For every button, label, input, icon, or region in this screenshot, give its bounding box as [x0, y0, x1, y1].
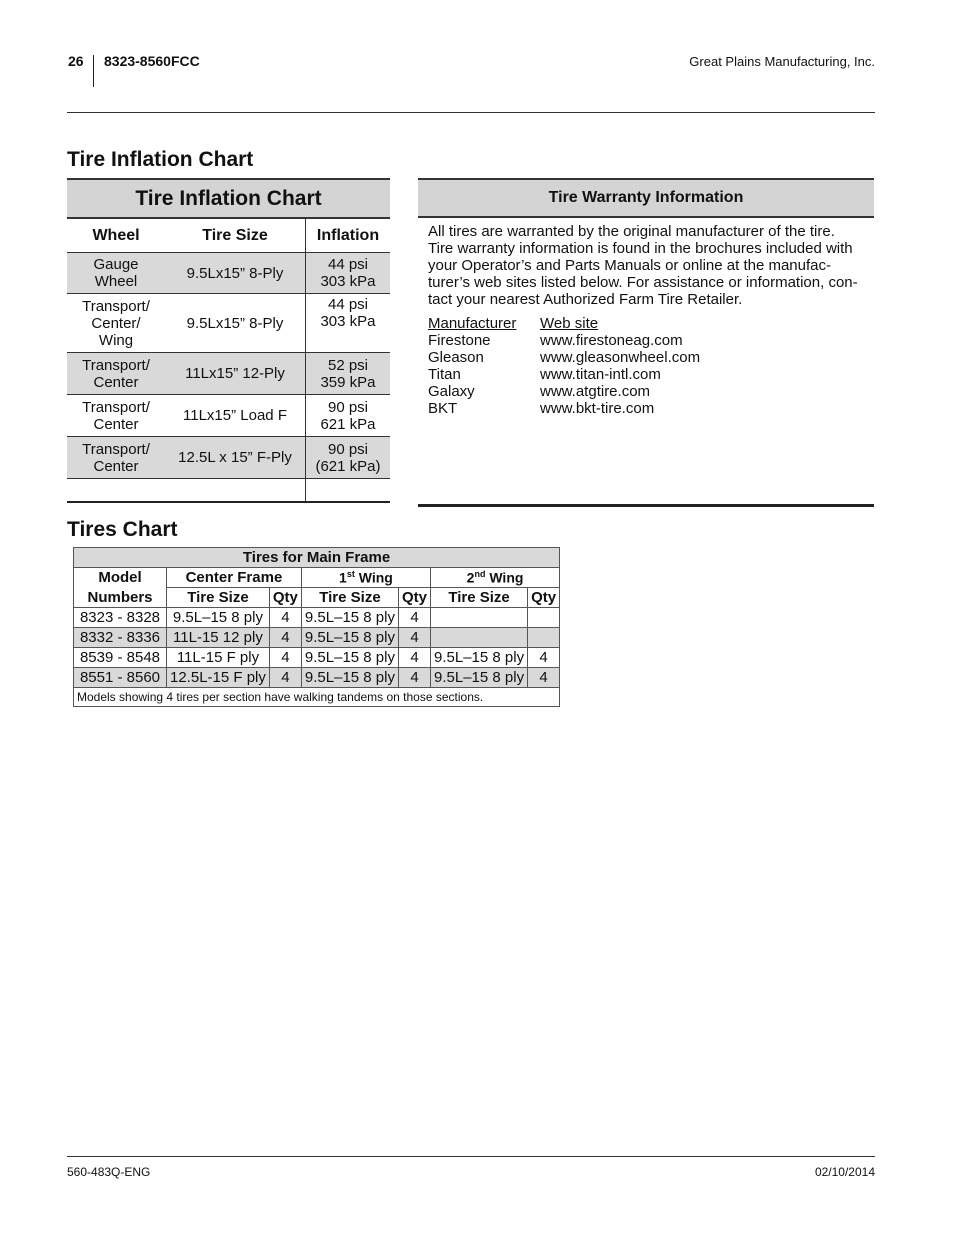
- manufacturer-row: [428, 383, 874, 400]
- qty-cell: 4: [269, 608, 301, 628]
- tires-chart-table: [73, 547, 560, 707]
- wheel-cell: Gauge Wheel: [67, 253, 165, 294]
- tire-size-cell: 9.5L–15 8 ply: [167, 608, 270, 628]
- manufacturer-name: Titan: [428, 366, 461, 383]
- warranty-line: turer’s web sites listed below. For assistance or information, con-: [428, 274, 858, 291]
- inflation-cell: 90 psi 621 kPa: [306, 395, 391, 437]
- manufacturer-site: www.gleasonwheel.com: [540, 349, 701, 366]
- wheel-cell: Transport/ Center: [67, 437, 165, 479]
- qty-cell: 4: [398, 648, 430, 668]
- tire-size-cell: 9.5L–15 8 ply: [301, 628, 398, 648]
- inflation-cell: 90 psi (621 kPa): [306, 437, 391, 479]
- tire-size-header: Tire Size: [431, 588, 528, 608]
- inflation-table-title: Tire Inflation Chart: [67, 179, 390, 218]
- tire-size-header: Tire Size: [301, 588, 398, 608]
- wing1-header: 1st Wing: [301, 568, 430, 588]
- manufacturer-site: www.atgtire.com: [540, 383, 651, 400]
- table-row: [74, 628, 560, 648]
- size-cell: 11Lx15” Load F: [165, 395, 306, 437]
- model-header: Model: [74, 568, 167, 588]
- manufacturer-col-label: Manufacturer: [428, 315, 517, 332]
- col-wheel: Wheel: [67, 218, 165, 253]
- qty-cell: [528, 628, 560, 648]
- table-row: [67, 353, 390, 395]
- tires-table-note: Models showing 4 tires per section have walking tandems on those sections.: [74, 688, 560, 707]
- inflation-cell: 44 psi 303 kPa: [306, 294, 391, 353]
- tires-table-title: Tires for Main Frame: [74, 548, 560, 568]
- manufacturer-site: www.firestoneag.com: [540, 332, 683, 349]
- tire-size-cell: [431, 628, 528, 648]
- warranty-line: All tires are warranted by the original manufacturer of the tire.: [428, 223, 835, 240]
- col-tire-size: Tire Size: [165, 218, 306, 253]
- size-cell: 9.5Lx15” 8-Ply: [165, 253, 306, 294]
- tire-size-cell: 12.5L-15 F ply: [167, 668, 270, 688]
- model-cell: 8539 - 8548: [74, 648, 167, 668]
- wheel-cell: Transport/ Center: [67, 353, 165, 395]
- tire-size-cell: 11L-15 12 ply: [167, 628, 270, 648]
- qty-cell: 4: [269, 628, 301, 648]
- tire-size-cell: 9.5L–15 8 ply: [301, 668, 398, 688]
- tire-size-cell: [431, 608, 528, 628]
- company-name: Great Plains Manufacturing, Inc.: [689, 54, 875, 69]
- tire-size-cell: 9.5L–15 8 ply: [301, 648, 398, 668]
- model-cell: 8332 - 8336: [74, 628, 167, 648]
- model-header: Numbers: [74, 588, 167, 608]
- inflation-cell: 44 psi 303 kPa: [306, 253, 391, 294]
- tire-size-cell: 9.5L–15 8 ply: [431, 668, 528, 688]
- website-col-label: Web site: [540, 315, 599, 332]
- table-row: [74, 668, 560, 688]
- table-row: [67, 437, 390, 479]
- col-inflation: Inflation: [306, 218, 391, 253]
- manufacturer-name: BKT: [428, 400, 458, 417]
- size-cell: 9.5Lx15” 8-Ply: [165, 294, 306, 353]
- model-number: 8323-8560FCC: [104, 53, 200, 69]
- warranty-body: [418, 218, 874, 417]
- warranty-title: Tire Warranty Information: [418, 180, 874, 218]
- manufacturer-header: [428, 315, 874, 332]
- warranty-line: tact your nearest Authorized Farm Tire Retailer.: [428, 291, 743, 308]
- qty-cell: 4: [398, 628, 430, 648]
- table-row: [67, 395, 390, 437]
- manufacturer-row: [428, 366, 874, 383]
- qty-cell: 4: [528, 648, 560, 668]
- size-cell: 12.5L x 15” F-Ply: [165, 437, 306, 479]
- tire-size-header: Tire Size: [167, 588, 270, 608]
- tire-inflation-table: [67, 178, 390, 503]
- page-number: 26: [68, 53, 84, 69]
- table-row: [67, 294, 390, 353]
- warranty-line: your Operator’s and Parts Manuals or online at the manufac-: [428, 257, 831, 274]
- qty-cell: 4: [269, 648, 301, 668]
- tire-size-cell: 9.5L–15 8 ply: [431, 648, 528, 668]
- qty-header: Qty: [398, 588, 430, 608]
- table-row: [67, 253, 390, 294]
- model-cell: 8551 - 8560: [74, 668, 167, 688]
- manufacturer-name: Firestone: [428, 332, 491, 349]
- manufacturer-site: www.titan-intl.com: [540, 366, 661, 383]
- wheel-cell: Transport/ Center/ Wing: [67, 294, 165, 353]
- warranty-box: [418, 178, 874, 507]
- qty-cell: 4: [398, 668, 430, 688]
- manufacturer-row: [428, 332, 874, 349]
- center-frame-header: Center Frame: [167, 568, 302, 588]
- document-date: 02/10/2014: [814, 1165, 875, 1179]
- table-row: [74, 648, 560, 668]
- table-row: [74, 608, 560, 628]
- wing2-header: 2nd Wing: [431, 568, 560, 588]
- inflation-cell: 52 psi 359 kPa: [306, 353, 391, 395]
- wheel-cell: Transport/ Center: [67, 395, 165, 437]
- tire-size-cell: 11L-15 F ply: [167, 648, 270, 668]
- document-number: 560-483Q-ENG: [67, 1165, 151, 1179]
- section-title-inflation: Tire Inflation Chart: [67, 148, 254, 171]
- manufacturer-row: [428, 349, 874, 366]
- manufacturer-site: www.bkt-tire.com: [540, 400, 655, 417]
- tire-size-cell: 9.5L–15 8 ply: [301, 608, 398, 628]
- table-row-empty: [67, 479, 390, 503]
- manufacturer-name: Galaxy: [428, 383, 475, 400]
- header-divider: [93, 55, 94, 87]
- warranty-line: Tire warranty information is found in the brochures included with: [428, 240, 853, 257]
- model-cell: 8323 - 8328: [74, 608, 167, 628]
- qty-cell: [528, 608, 560, 628]
- footer-rule: [67, 1156, 875, 1157]
- qty-cell: 4: [528, 668, 560, 688]
- manufacturer-row: [428, 400, 874, 417]
- section-title-tires: Tires Chart: [67, 518, 178, 541]
- qty-cell: 4: [269, 668, 301, 688]
- qty-header: Qty: [528, 588, 560, 608]
- header-rule: [67, 112, 875, 113]
- qty-cell: 4: [398, 608, 430, 628]
- manufacturer-name: Gleason: [428, 349, 484, 366]
- size-cell: 11Lx15” 12-Ply: [165, 353, 306, 395]
- qty-header: Qty: [269, 588, 301, 608]
